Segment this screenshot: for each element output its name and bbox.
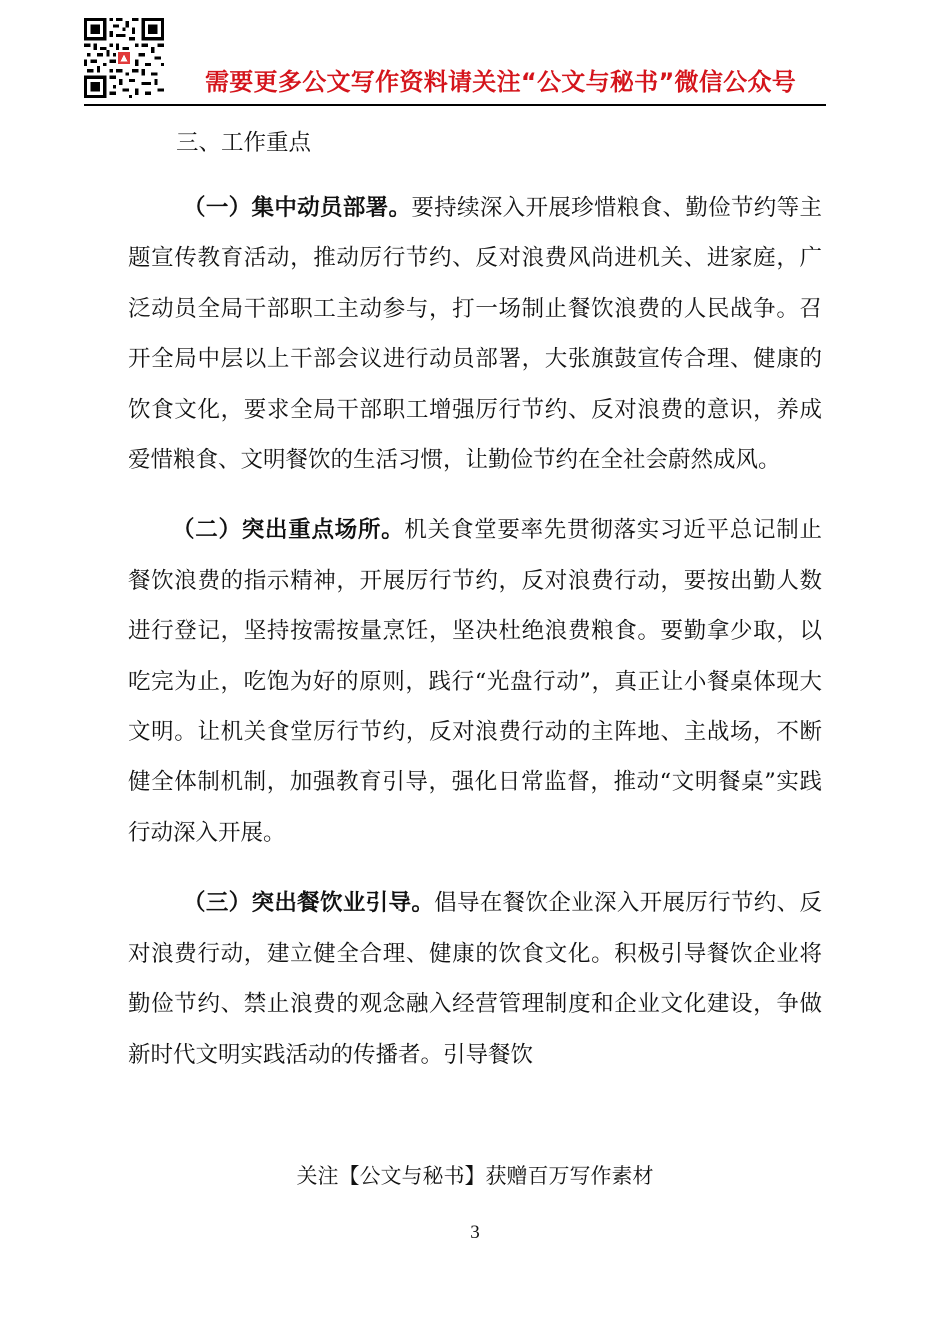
page-number: 3 — [470, 1222, 480, 1243]
paragraph — [128, 505, 822, 858]
paragraph-lead: （一）集中动员部署。 — [183, 195, 412, 221]
paragraph-lead: （二）突出重点场所。 — [172, 517, 405, 544]
paragraph-text: 机关食堂要率先贯彻落实习近平总记制止餐饮浪费的指示精神，开展厉行节约，反对浪费行动，要按出勤人数进行登记，坚持按需按量烹饪，坚决杜绝浪费粮食。要勤拿少取，以吃完为止，吃饱为好的原则，践行“光盘行动”，真正让小餐桌体现大文明。让机关食堂厉行节约，反对浪费行动的主阵地、主战场，不断健全体制机制，加强教育引导，强化日常监督，推动“文明餐桌”实践行动深入开展。 — [128, 517, 822, 846]
paragraph-lead: （三）突出餐饮业引导。 — [183, 890, 435, 917]
paragraph-text: 倡导在餐饮企业深入开展厉行节约、反对浪费行动，建立健全合理、健康的饮食文化。积极引导餐饮企业将勤俭节约、禁止浪费的观念融入经营管理制度和企业文化建设，争做新时代文明实践活动的传播者。引导餐饮 — [128, 890, 822, 1068]
header-title: 需要更多公文写作资料请关注“公文与秘书”微信公众号 — [205, 68, 797, 96]
paragraph — [128, 183, 822, 485]
paragraph-text: 要持续深入开展珍惜粮食、勤俭节约等主题宣传教育活动，推动厉行节约、反对浪费风尚进机关、进家庭，广泛动员全局干部职工主动参与，打一场制止餐饮浪费的人民战争。召开全局中层以上干部会议进行动员部署，大张旗鼓宣传合理、健康的饮食文化，要求全局干部职工增强厉行节约、反对浪费的意识，养成爱惜粮食、文明餐饮的生活习惯，让勤俭节约在全社会蔚然成风。 — [128, 195, 822, 474]
paragraph — [128, 878, 822, 1080]
qr-code-icon — [84, 18, 164, 98]
section-heading: 三、工作重点 — [176, 130, 312, 156]
header-divider — [84, 104, 826, 106]
document-body — [128, 118, 822, 1100]
footer-slogan: 关注【公文与秘书】获赠百万写作素材 — [296, 1164, 654, 1188]
